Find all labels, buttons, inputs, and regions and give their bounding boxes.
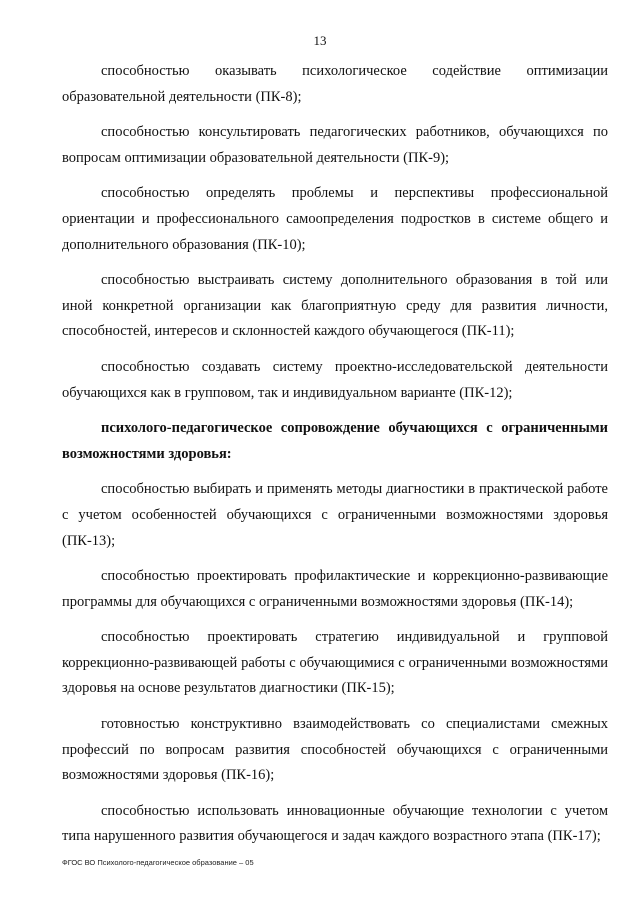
paragraph-pk-13: способностью выбирать и применять методы диагностики в практической работе с учетом особенностей обучающихся с ограниченными возможностями здоровья (ПК-13); [62,481,608,549]
paragraph-pk-16: готовностью конструктивно взаимодействовать со специалистами смежных профессий по вопросам развития способностей обучающихся с ограниченными возможностями здоровья (ПК-16); [62,716,608,784]
paragraph-pk-17: способностью использовать инновационные обучающие технологии с учетом типа нарушенного развития обучающегося и задач каждого возрастного этапа (ПК-17); [62,802,608,845]
paragraph-pk-10: способностью определять проблемы и перспективы профессиональной ориентации и профессионального самоопределения подростков в системе общего и дополнительного образования (ПК-10); [62,185,608,253]
document-body [62,59,608,860]
paragraph-pk-15: способностью проектировать стратегию индивидуальной и групповой коррекционно-развивающей работы с обучающимися с ограниченными возможностями здоровья на основе результатов диагностики (ПК-15); [62,629,608,697]
page-footer: ФГОС ВО Психолого-педагогическое образование – 05 [62,858,254,867]
paragraph-pk-11: способностью выстраивать систему дополнительного образования в той или иной конкретной организации как благоприятную среду для развития личности, способностей, интересов и склонностей каждого обучающегося (ПК-11); [62,272,608,340]
paragraph-pk-12: способностью создавать систему проектно-исследовательской деятельности обучающихся как в групповом, так и индивидуальном варианте (ПК-12); [62,358,608,401]
paragraph-pk-9: способностью консультировать педагогических работников, обучающихся по вопросам оптимизации образовательной деятельности (ПК-9); [62,124,608,166]
paragraph-pk-8: способностью оказывать психологическое содействие оптимизации образовательной деятельности (ПК-8); [62,63,608,105]
page-number: 13 [313,33,327,48]
section-heading: психолого-педагогическое сопровождение обучающихся с ограниченными возможностями здоровья: [62,420,608,462]
paragraph-pk-14: способностью проектировать профилактические и коррекционно-развивающие программы для обучающихся с ограниченными возможностями здоровья (ПК-14); [62,568,608,610]
